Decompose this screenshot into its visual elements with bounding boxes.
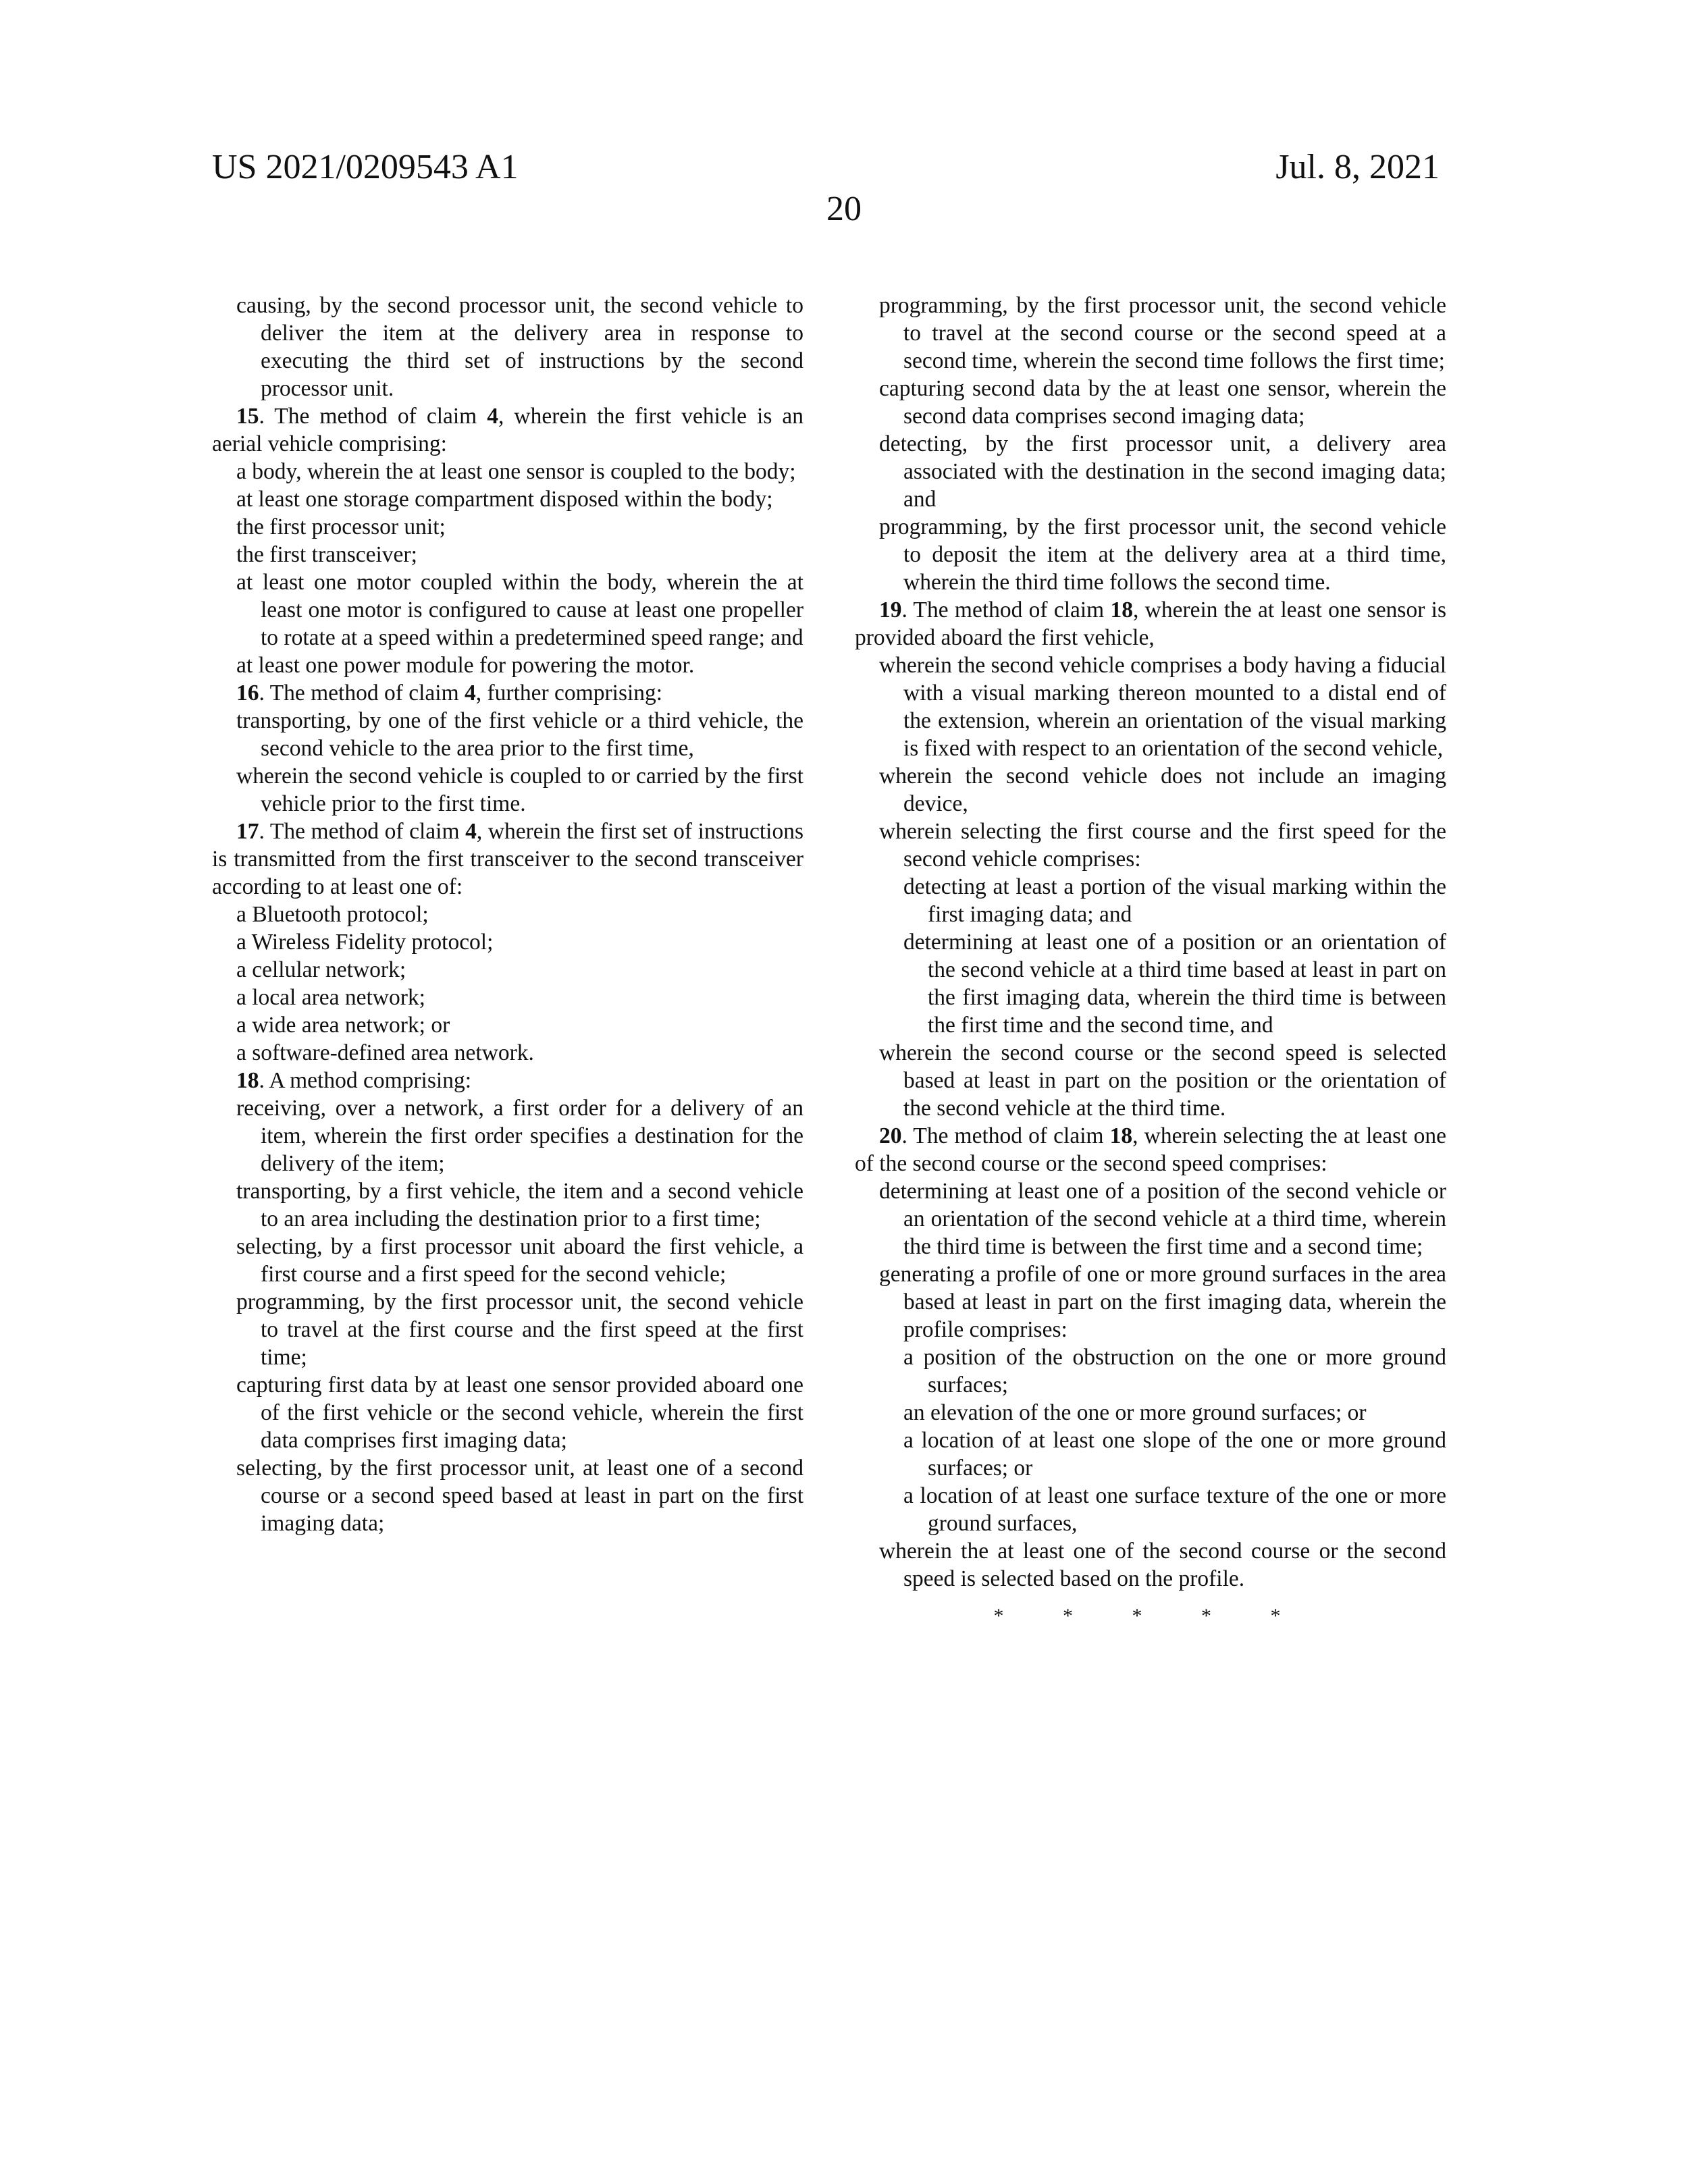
- claim-element: wherein the second course or the second speed is selected based at least in part on the position or the orientation of the second vehicle at the third time.: [879, 1040, 1446, 1121]
- claim-sub-element: a position of the obstruction on the one or more ground surfaces;: [903, 1345, 1446, 1397]
- claim-step: programming, by the first processor unit, the second vehicle to deposit the item at the delivery area at a third time, wherein the third time follows the second time.: [879, 514, 1446, 595]
- claim-element: at least one motor coupled within the body, wherein the at least one motor is configured to cause at least one propeller to rotate at a speed within a predetermined speed range; and: [236, 570, 803, 650]
- claim-number: 16: [236, 681, 259, 705]
- claim-element: at least one power module for powering the motor.: [236, 653, 695, 678]
- claim-step: selecting, by the first processor unit, at least one of a second course or a second speed based at least in part on the first imaging data;: [236, 1456, 803, 1536]
- claim-step: detecting, by the first processor unit, a delivery area associated with the destination in the second imaging data; and: [879, 431, 1446, 512]
- claim-element: the first transceiver;: [236, 542, 417, 567]
- publication-date: Jul. 8, 2021: [1275, 148, 1440, 186]
- claim-element: a Wireless Fidelity protocol;: [236, 930, 494, 955]
- claim-step: selecting, by a first processor unit aboard the first vehicle, a first course and a first speed for the second vehicle;: [236, 1234, 803, 1287]
- claim-sub-element: a location of at least one surface texture of the one or more ground surfaces,: [903, 1483, 1446, 1536]
- claim-element: a body, wherein the at least one sensor is coupled to the body;: [236, 459, 796, 484]
- claim-element: wherein selecting the first course and the first speed for the second vehicle comprises:: [879, 819, 1446, 872]
- claim-15-intro: 15. The method of claim 4, wherein the first vehicle is an aerial vehicle comprising:: [212, 404, 803, 456]
- claim-element: a software-defined area network.: [236, 1040, 534, 1065]
- claim-number: 19: [879, 597, 902, 622]
- claim-number: 15: [236, 404, 259, 429]
- claim-element: wherein the second vehicle comprises a body having a fiducial with a visual marking thereon mounted to a distal end of the extension, wherein an orientation of the visual marking is fixed with respect to an orientation of the second vehicle,: [879, 653, 1447, 761]
- claim-sub-element: a location of at least one slope of the one or more ground surfaces; or: [903, 1428, 1446, 1481]
- claim-element: wherein the second vehicle does not include an imaging device,: [879, 764, 1446, 816]
- claim-16-intro: 16. The method of claim 4, further comprising:: [236, 681, 663, 705]
- publication-number: US 2021/0209543 A1: [212, 148, 519, 186]
- claim-reference: 18: [1109, 1123, 1133, 1148]
- claim-element: wherein the at least one of the second course or the second speed is selected based on the profile.: [879, 1539, 1446, 1591]
- claim-element: a local area network;: [236, 985, 425, 1010]
- left-column: [212, 292, 803, 1537]
- claim-step: determining at least one of a position of the second vehicle or an orientation of the second vehicle at a third time, wherein the third time is between the first time and a second time;: [879, 1179, 1446, 1259]
- claim-reference: 4: [487, 404, 499, 429]
- claim-18-intro: 18. A method comprising:: [236, 1068, 472, 1093]
- claim-step: capturing second data by the at least one sensor, wherein the second data comprises second imaging data;: [879, 376, 1446, 429]
- claim-step: receiving, over a network, a first order for a delivery of an item, wherein the first order specifies a destination for the delivery of the item;: [236, 1096, 803, 1176]
- claim-step: causing, by the second processor unit, the second vehicle to deliver the item at the delivery area in response to executing the third set of instructions by the second processor unit.: [236, 293, 803, 401]
- page-number: 20: [826, 190, 862, 228]
- claim-step: capturing first data by at least one sensor provided aboard one of the first vehicle or the second vehicle, wherein the first data comprises first imaging data;: [236, 1373, 803, 1453]
- right-column: [855, 292, 1446, 1630]
- claim-sub-element: detecting at least a portion of the visual marking within the first imaging data; and: [903, 874, 1446, 927]
- claim-number: 20: [879, 1123, 902, 1148]
- claim-element: the first processor unit;: [236, 514, 446, 539]
- end-of-claims-marker: * * * * *: [993, 1605, 1308, 1627]
- claim-element: a cellular network;: [236, 957, 406, 982]
- claim-step: programming, by the first processor unit, the second vehicle to travel at the first course and the first speed at the first time;: [236, 1289, 803, 1370]
- claim-reference: 4: [465, 819, 477, 844]
- claim-17-intro: 17. The method of claim 4, wherein the first set of instructions is transmitted from the first transceiver to the second transceiver according to at least one of:: [212, 819, 804, 899]
- claim-sub-element: an elevation of the one or more ground surfaces; or: [903, 1400, 1367, 1425]
- claim-element: a wide area network; or: [236, 1013, 450, 1038]
- claim-element: transporting, by one of the first vehicle or a third vehicle, the second vehicle to the area prior to the first time,: [236, 708, 803, 761]
- claim-element: a Bluetooth protocol;: [236, 902, 429, 927]
- claim-19-intro: 19. The method of claim 18, wherein the at least one sensor is provided aboard the first vehicle,: [855, 597, 1446, 650]
- claim-step: generating a profile of one or more ground surfaces in the area based at least in part on the first imaging data, wherein the profile comprises:: [879, 1262, 1446, 1342]
- claim-number: 18: [236, 1068, 259, 1093]
- claim-reference: 4: [465, 681, 476, 705]
- claim-20-intro: 20. The method of claim 18, wherein selecting the at least one of the second course or the second speed comprises:: [855, 1123, 1446, 1176]
- claim-number: 17: [236, 819, 259, 844]
- claim-step: programming, by the first processor unit, the second vehicle to travel at the second course or the second speed at a second time, wherein the second time follows the first time;: [879, 293, 1446, 373]
- claim-sub-element: determining at least one of a position or an orientation of the second vehicle at a third time based at least in part on the first imaging data, wherein the third time is between the first time and the second time, and: [903, 930, 1446, 1038]
- claim-reference: 18: [1110, 597, 1134, 622]
- claim-element: wherein the second vehicle is coupled to or carried by the first vehicle prior to the first time.: [236, 764, 803, 816]
- claim-element: at least one storage compartment disposed within the body;: [236, 487, 773, 512]
- claim-step: transporting, by a first vehicle, the item and a second vehicle to an area including the destination prior to a first time;: [236, 1179, 803, 1231]
